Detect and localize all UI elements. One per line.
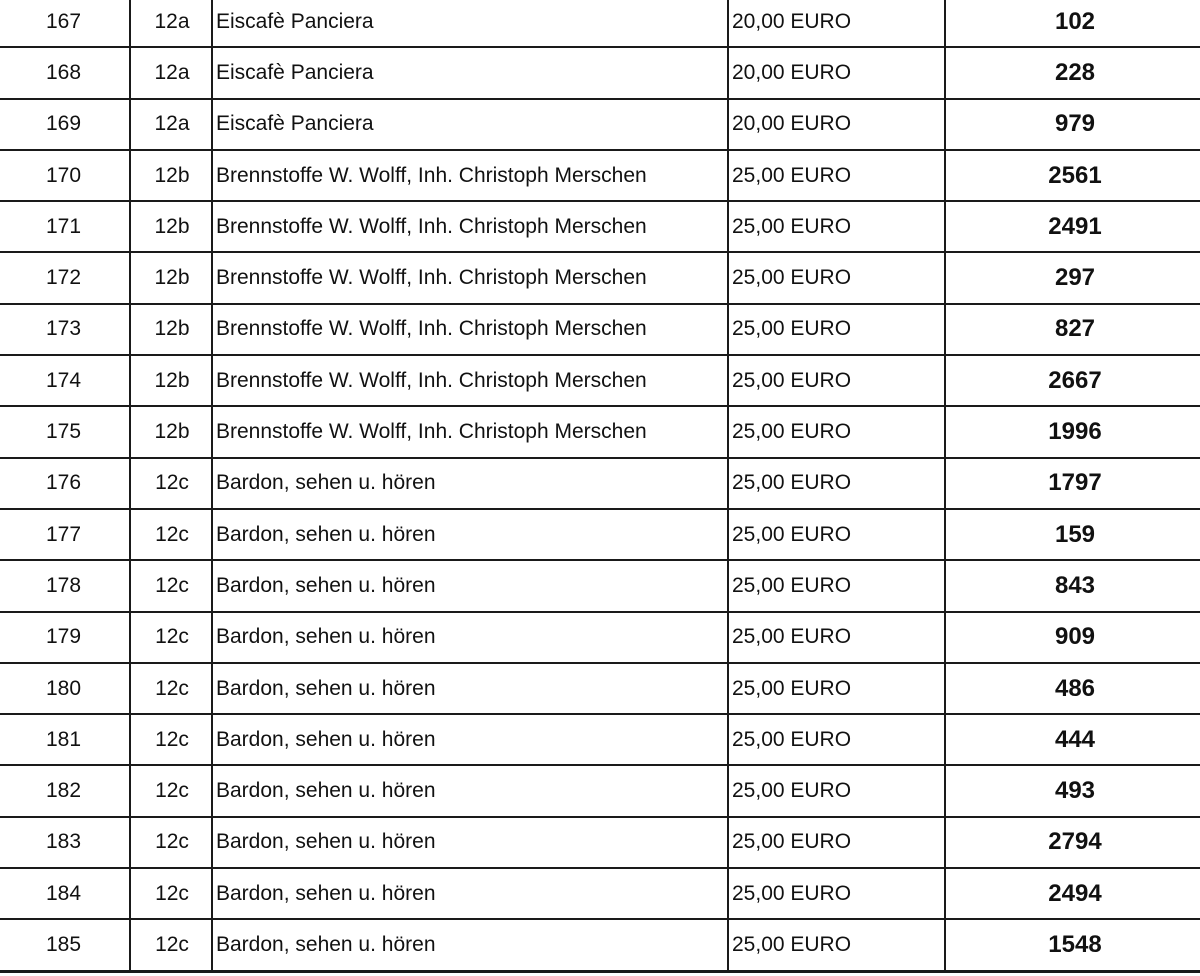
winning-number-cell: 909 bbox=[945, 612, 1200, 663]
sponsor-name-cell: Eiscafè Panciera bbox=[212, 47, 728, 98]
prize-value-cell: 20,00 EURO bbox=[728, 47, 945, 98]
row-number-cell: 167 bbox=[0, 0, 130, 47]
row-number-cell: 176 bbox=[0, 458, 130, 509]
winning-number-cell: 1996 bbox=[945, 406, 1200, 457]
row-number-cell: 174 bbox=[0, 355, 130, 406]
row-number-cell: 175 bbox=[0, 406, 130, 457]
table-row bbox=[0, 406, 1200, 457]
winning-number-cell: 1548 bbox=[945, 919, 1200, 971]
row-number-cell: 178 bbox=[0, 560, 130, 611]
sponsor-name-cell: Bardon, sehen u. hören bbox=[212, 919, 728, 971]
sponsor-name-cell: Bardon, sehen u. hören bbox=[212, 458, 728, 509]
prize-value-cell: 25,00 EURO bbox=[728, 150, 945, 201]
prize-value-cell: 25,00 EURO bbox=[728, 868, 945, 919]
winning-number-cell: 2491 bbox=[945, 201, 1200, 252]
group-cell: 12a bbox=[130, 99, 212, 150]
sponsor-name-cell: Bardon, sehen u. hören bbox=[212, 560, 728, 611]
table-row bbox=[0, 355, 1200, 406]
winning-number-cell: 843 bbox=[945, 560, 1200, 611]
winning-number-cell: 444 bbox=[945, 714, 1200, 765]
row-number-cell: 168 bbox=[0, 47, 130, 98]
table-row bbox=[0, 509, 1200, 560]
sponsor-name-cell: Bardon, sehen u. hören bbox=[212, 663, 728, 714]
winning-number-cell: 1797 bbox=[945, 458, 1200, 509]
sponsor-name-cell: Brennstoffe W. Wolff, Inh. Christoph Merschen bbox=[212, 406, 728, 457]
group-cell: 12c bbox=[130, 868, 212, 919]
group-cell: 12b bbox=[130, 355, 212, 406]
prize-value-cell: 25,00 EURO bbox=[728, 919, 945, 971]
winning-number-cell: 979 bbox=[945, 99, 1200, 150]
group-cell: 12b bbox=[130, 201, 212, 252]
sponsor-name-cell: Brennstoffe W. Wolff, Inh. Christoph Merschen bbox=[212, 201, 728, 252]
table-row bbox=[0, 817, 1200, 868]
table-row bbox=[0, 304, 1200, 355]
table-row bbox=[0, 150, 1200, 201]
row-number-cell: 184 bbox=[0, 868, 130, 919]
row-number-cell: 185 bbox=[0, 919, 130, 971]
prize-value-cell: 25,00 EURO bbox=[728, 817, 945, 868]
table-row bbox=[0, 663, 1200, 714]
table-row bbox=[0, 868, 1200, 919]
row-number-cell: 170 bbox=[0, 150, 130, 201]
row-number-cell: 180 bbox=[0, 663, 130, 714]
prize-value-cell: 25,00 EURO bbox=[728, 509, 945, 560]
table-row bbox=[0, 99, 1200, 150]
prize-value-cell: 25,00 EURO bbox=[728, 663, 945, 714]
group-cell: 12c bbox=[130, 663, 212, 714]
winning-number-cell: 827 bbox=[945, 304, 1200, 355]
prize-value-cell: 20,00 EURO bbox=[728, 0, 945, 47]
sponsor-name-cell: Bardon, sehen u. hören bbox=[212, 765, 728, 816]
group-cell: 12a bbox=[130, 0, 212, 47]
group-cell: 12c bbox=[130, 458, 212, 509]
prize-value-cell: 25,00 EURO bbox=[728, 458, 945, 509]
sponsor-name-cell: Brennstoffe W. Wolff, Inh. Christoph Merschen bbox=[212, 304, 728, 355]
prize-value-cell: 25,00 EURO bbox=[728, 560, 945, 611]
winning-number-cell: 102 bbox=[945, 0, 1200, 47]
sponsor-name-cell: Bardon, sehen u. hören bbox=[212, 714, 728, 765]
sponsor-name-cell: Brennstoffe W. Wolff, Inh. Christoph Merschen bbox=[212, 355, 728, 406]
row-number-cell: 181 bbox=[0, 714, 130, 765]
group-cell: 12c bbox=[130, 714, 212, 765]
table-row bbox=[0, 919, 1200, 971]
group-cell: 12c bbox=[130, 765, 212, 816]
table-row bbox=[0, 458, 1200, 509]
row-number-cell: 172 bbox=[0, 252, 130, 303]
row-number-cell: 177 bbox=[0, 509, 130, 560]
sponsor-name-cell: Bardon, sehen u. hören bbox=[212, 868, 728, 919]
table-row bbox=[0, 714, 1200, 765]
group-cell: 12c bbox=[130, 509, 212, 560]
row-number-cell: 179 bbox=[0, 612, 130, 663]
group-cell: 12b bbox=[130, 150, 212, 201]
prize-value-cell: 25,00 EURO bbox=[728, 304, 945, 355]
table-row bbox=[0, 0, 1200, 47]
row-number-cell: 169 bbox=[0, 99, 130, 150]
prize-value-cell: 25,00 EURO bbox=[728, 355, 945, 406]
sponsor-name-cell: Brennstoffe W. Wolff, Inh. Christoph Merschen bbox=[212, 150, 728, 201]
group-cell: 12c bbox=[130, 560, 212, 611]
group-cell: 12b bbox=[130, 252, 212, 303]
group-cell: 12c bbox=[130, 612, 212, 663]
group-cell: 12c bbox=[130, 919, 212, 971]
row-number-cell: 173 bbox=[0, 304, 130, 355]
winning-number-cell: 2561 bbox=[945, 150, 1200, 201]
table-row bbox=[0, 765, 1200, 816]
table-row bbox=[0, 560, 1200, 611]
sponsor-name-cell: Bardon, sehen u. hören bbox=[212, 817, 728, 868]
prize-value-cell: 25,00 EURO bbox=[728, 765, 945, 816]
winning-number-cell: 2794 bbox=[945, 817, 1200, 868]
winning-number-cell: 228 bbox=[945, 47, 1200, 98]
winning-number-cell: 486 bbox=[945, 663, 1200, 714]
sponsor-name-cell: Brennstoffe W. Wolff, Inh. Christoph Merschen bbox=[212, 252, 728, 303]
sponsor-name-cell: Bardon, sehen u. hören bbox=[212, 612, 728, 663]
winning-number-cell: 159 bbox=[945, 509, 1200, 560]
row-number-cell: 171 bbox=[0, 201, 130, 252]
winning-number-cell: 493 bbox=[945, 765, 1200, 816]
table-row bbox=[0, 252, 1200, 303]
row-number-cell: 183 bbox=[0, 817, 130, 868]
table-row bbox=[0, 47, 1200, 98]
prize-value-cell: 25,00 EURO bbox=[728, 714, 945, 765]
group-cell: 12b bbox=[130, 304, 212, 355]
prize-value-cell: 25,00 EURO bbox=[728, 252, 945, 303]
winning-number-cell: 297 bbox=[945, 252, 1200, 303]
group-cell: 12b bbox=[130, 406, 212, 457]
table-row bbox=[0, 612, 1200, 663]
winning-number-cell: 2667 bbox=[945, 355, 1200, 406]
prize-value-cell: 20,00 EURO bbox=[728, 99, 945, 150]
group-cell: 12a bbox=[130, 47, 212, 98]
row-number-cell: 182 bbox=[0, 765, 130, 816]
table-row bbox=[0, 201, 1200, 252]
sponsor-name-cell: Bardon, sehen u. hören bbox=[212, 509, 728, 560]
sponsor-name-cell: Eiscafè Panciera bbox=[212, 0, 728, 47]
prize-value-cell: 25,00 EURO bbox=[728, 612, 945, 663]
group-cell: 12c bbox=[130, 817, 212, 868]
winning-number-cell: 2494 bbox=[945, 868, 1200, 919]
prize-value-cell: 25,00 EURO bbox=[728, 201, 945, 252]
sponsor-name-cell: Eiscafè Panciera bbox=[212, 99, 728, 150]
prize-value-cell: 25,00 EURO bbox=[728, 406, 945, 457]
